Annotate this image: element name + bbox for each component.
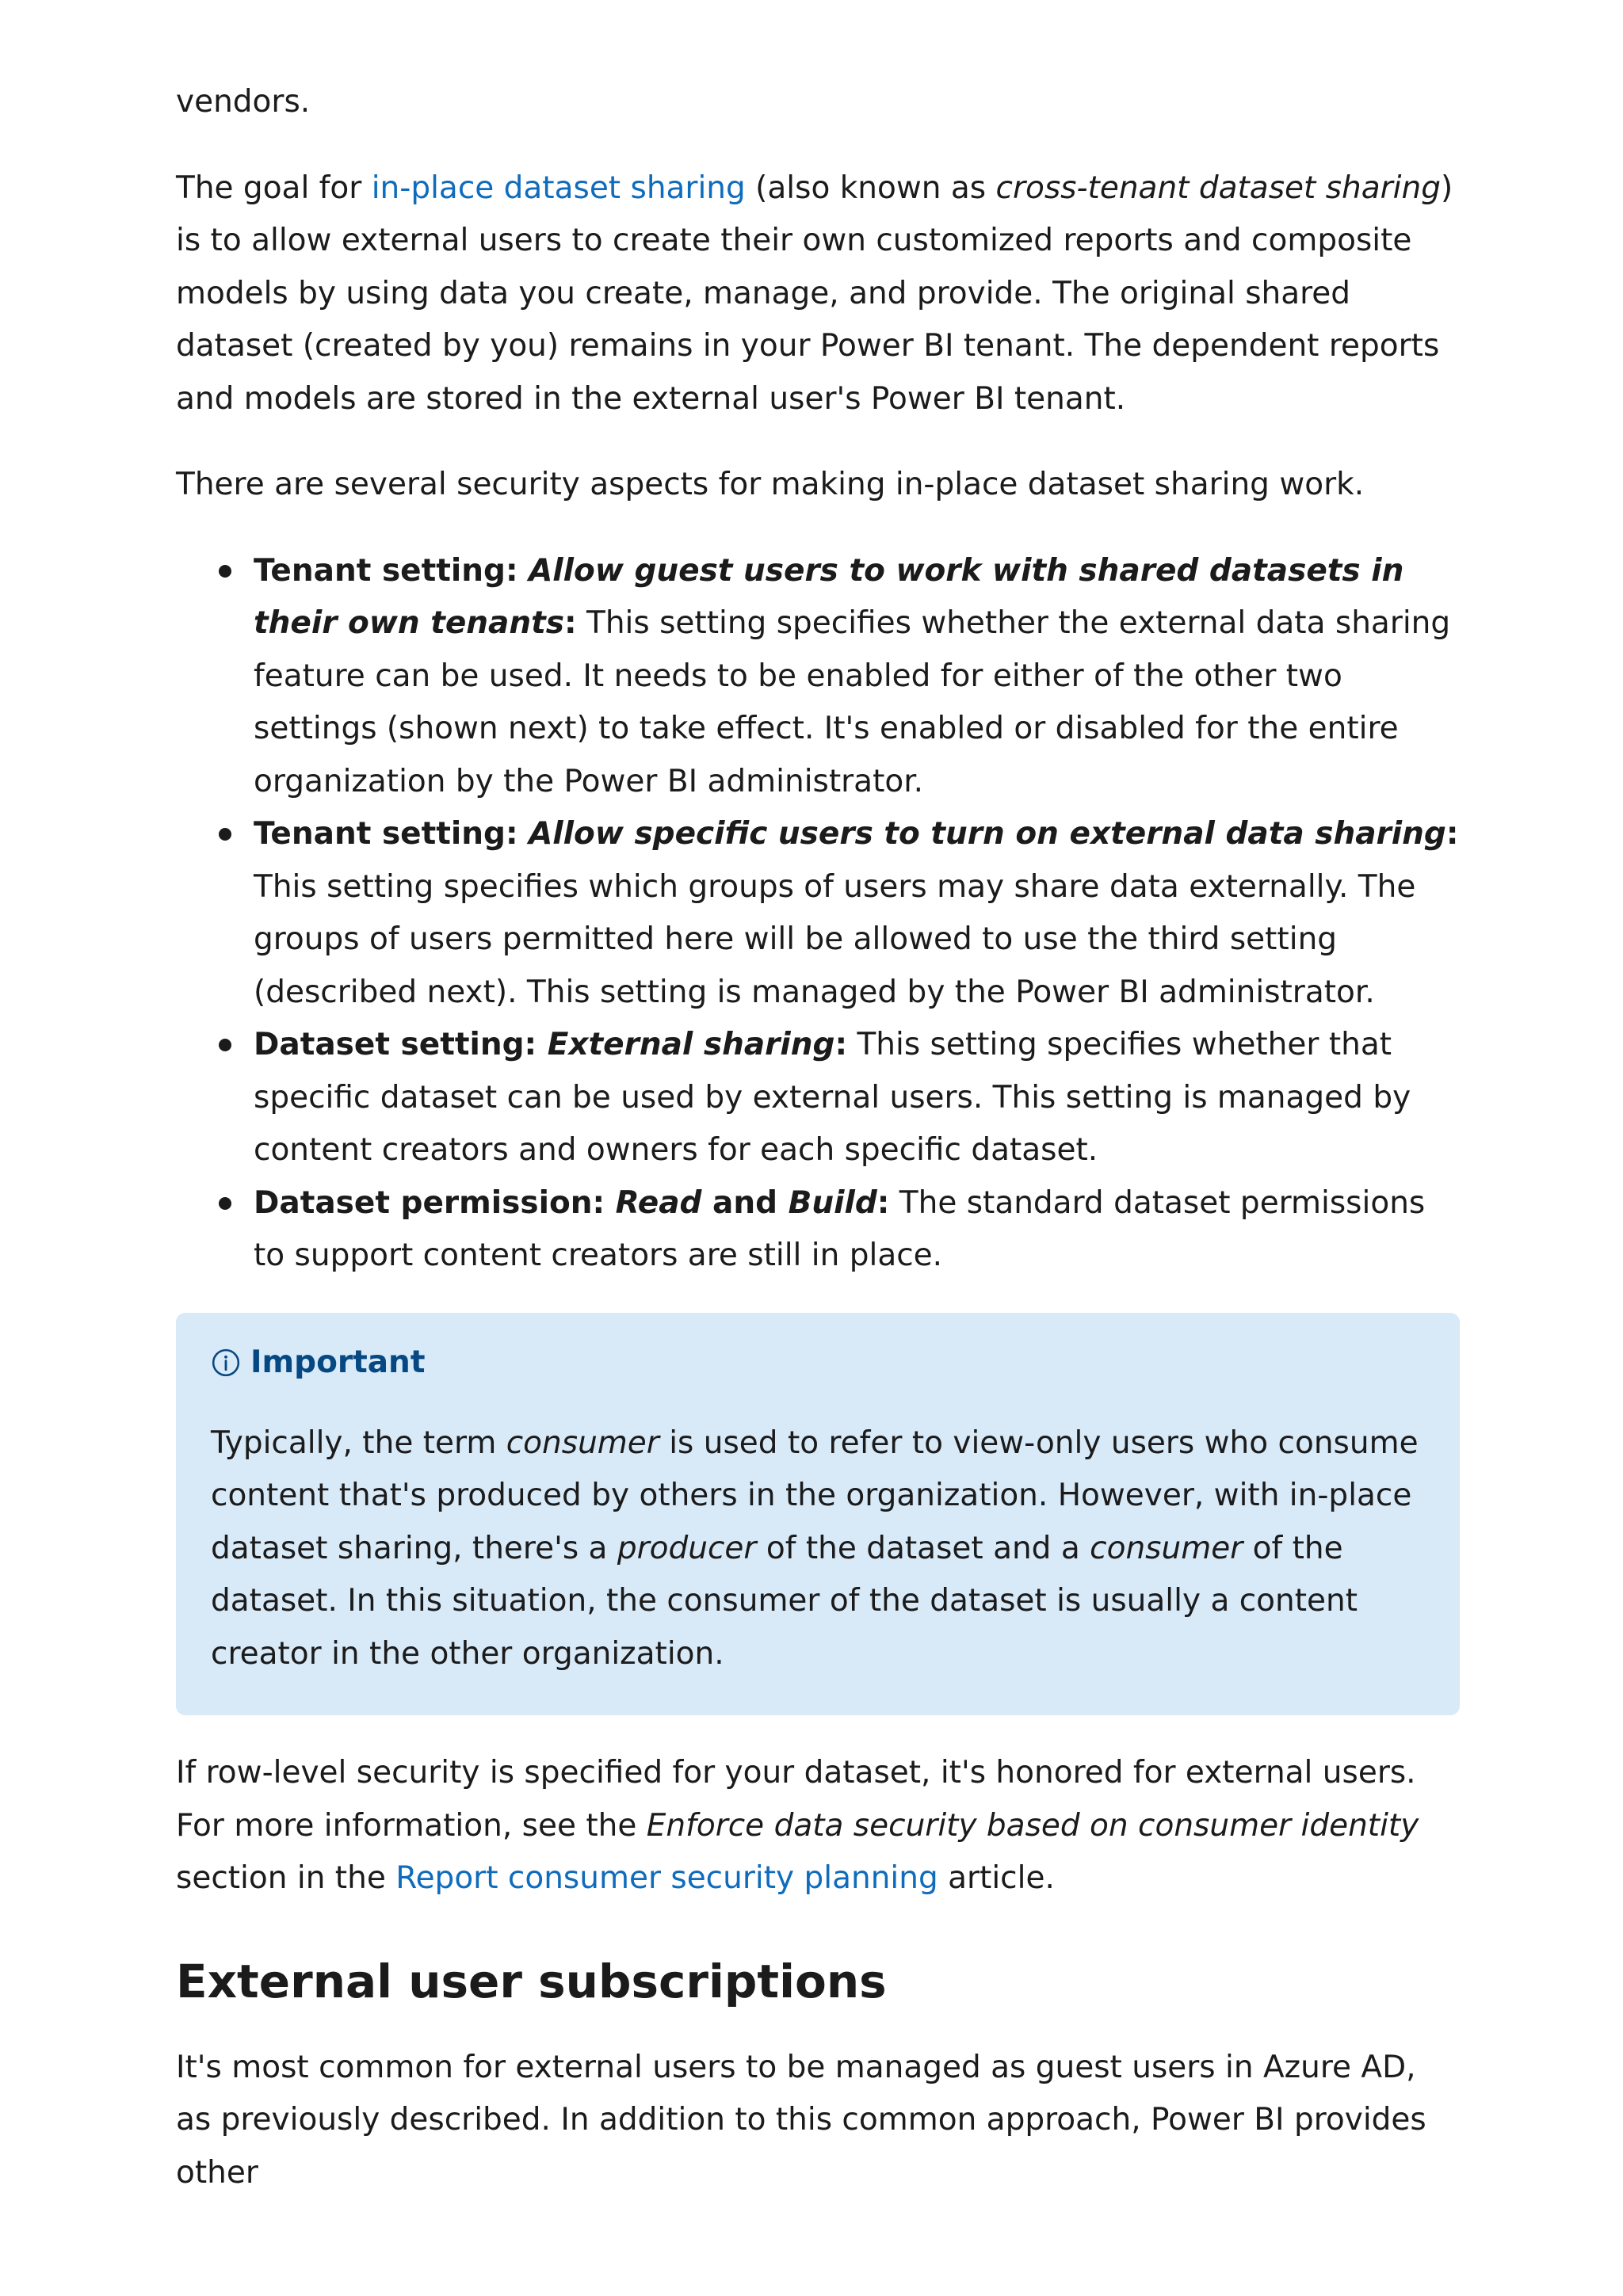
- list-item: Dataset setting: External sharing: This setting specifies whether that specific dataset can be used by external users. This setting is managed by content creators and owners for each specific dataset.: [254, 1019, 1460, 1177]
- intro-fragment: vendors.: [176, 84, 311, 120]
- important-callout: [176, 1313, 1460, 1716]
- paragraph-row-level-security: If row-level security is specified for your dataset, it's honored for external users. For more information, see the Enforce data security based on consumer identity section in the Report consumer security planning article.: [176, 1755, 1419, 1896]
- bullet-icon: [219, 1197, 231, 1210]
- list-item: Dataset permission: Read and Build: The standard dataset permissions to support content creators are still in place.: [254, 1177, 1460, 1283]
- document-page: [176, 76, 1460, 2199]
- paragraph-security-aspects: There are several security aspects for making in-place dataset sharing work.: [176, 467, 1365, 502]
- section-heading-external-user-subscriptions: External user subscriptions: [176, 1954, 887, 2008]
- list-item: Tenant setting: Allow specific users to turn on external data sharing: This setting specifies which groups of users may share data externally. The groups of users permitted here will be allowed to use the third setting (described next). This setting is managed by the Power BI administrator.: [254, 808, 1460, 1019]
- paragraph-subscriptions: It's most common for external users to be managed as guest users in Azure AD, as previously described. In addition to this common approach, Power BI provides other: [176, 2049, 1426, 2191]
- list-item: Tenant setting: Allow guest users to work with shared datasets in their own tenants: This setting specifies whether the external data sharing feature can be used. It needs to be enabled for either of the other two settings (shown next) to take effect. It's enabled or disabled for the entire organization by the Power BI administrator.: [254, 545, 1460, 809]
- bullet-icon: [219, 828, 231, 841]
- bullet-icon: [219, 1039, 231, 1051]
- callout-title: Important: [211, 1343, 1425, 1383]
- bullet-icon: [219, 565, 231, 578]
- callout-body: Typically, the term consumer is used to refer to view-only users who consume content that's produced by others in the organization. However, with in-place dataset sharing, there's a producer of the dataset and a consumer of the dataset. In this situation, the consumer of the dataset is usually a content creator in the other organization.: [211, 1425, 1419, 1672]
- in-place-dataset-sharing-link[interactable]: in-place dataset sharing: [371, 170, 746, 206]
- info-icon: [211, 1348, 241, 1378]
- paragraph-goal: The goal for in-place dataset sharing (also known as cross-tenant dataset sharing) is to allow external users to create their own customized reports and composite models by using data you create, manage, and provide. The original shared dataset (created by you) remains in your Power BI tenant. The dependent reports and models are stored in the external user's Power BI tenant.: [176, 170, 1453, 417]
- report-consumer-security-planning-link[interactable]: Report consumer security planning: [395, 1860, 938, 1896]
- security-aspects-list: [176, 545, 1460, 1283]
